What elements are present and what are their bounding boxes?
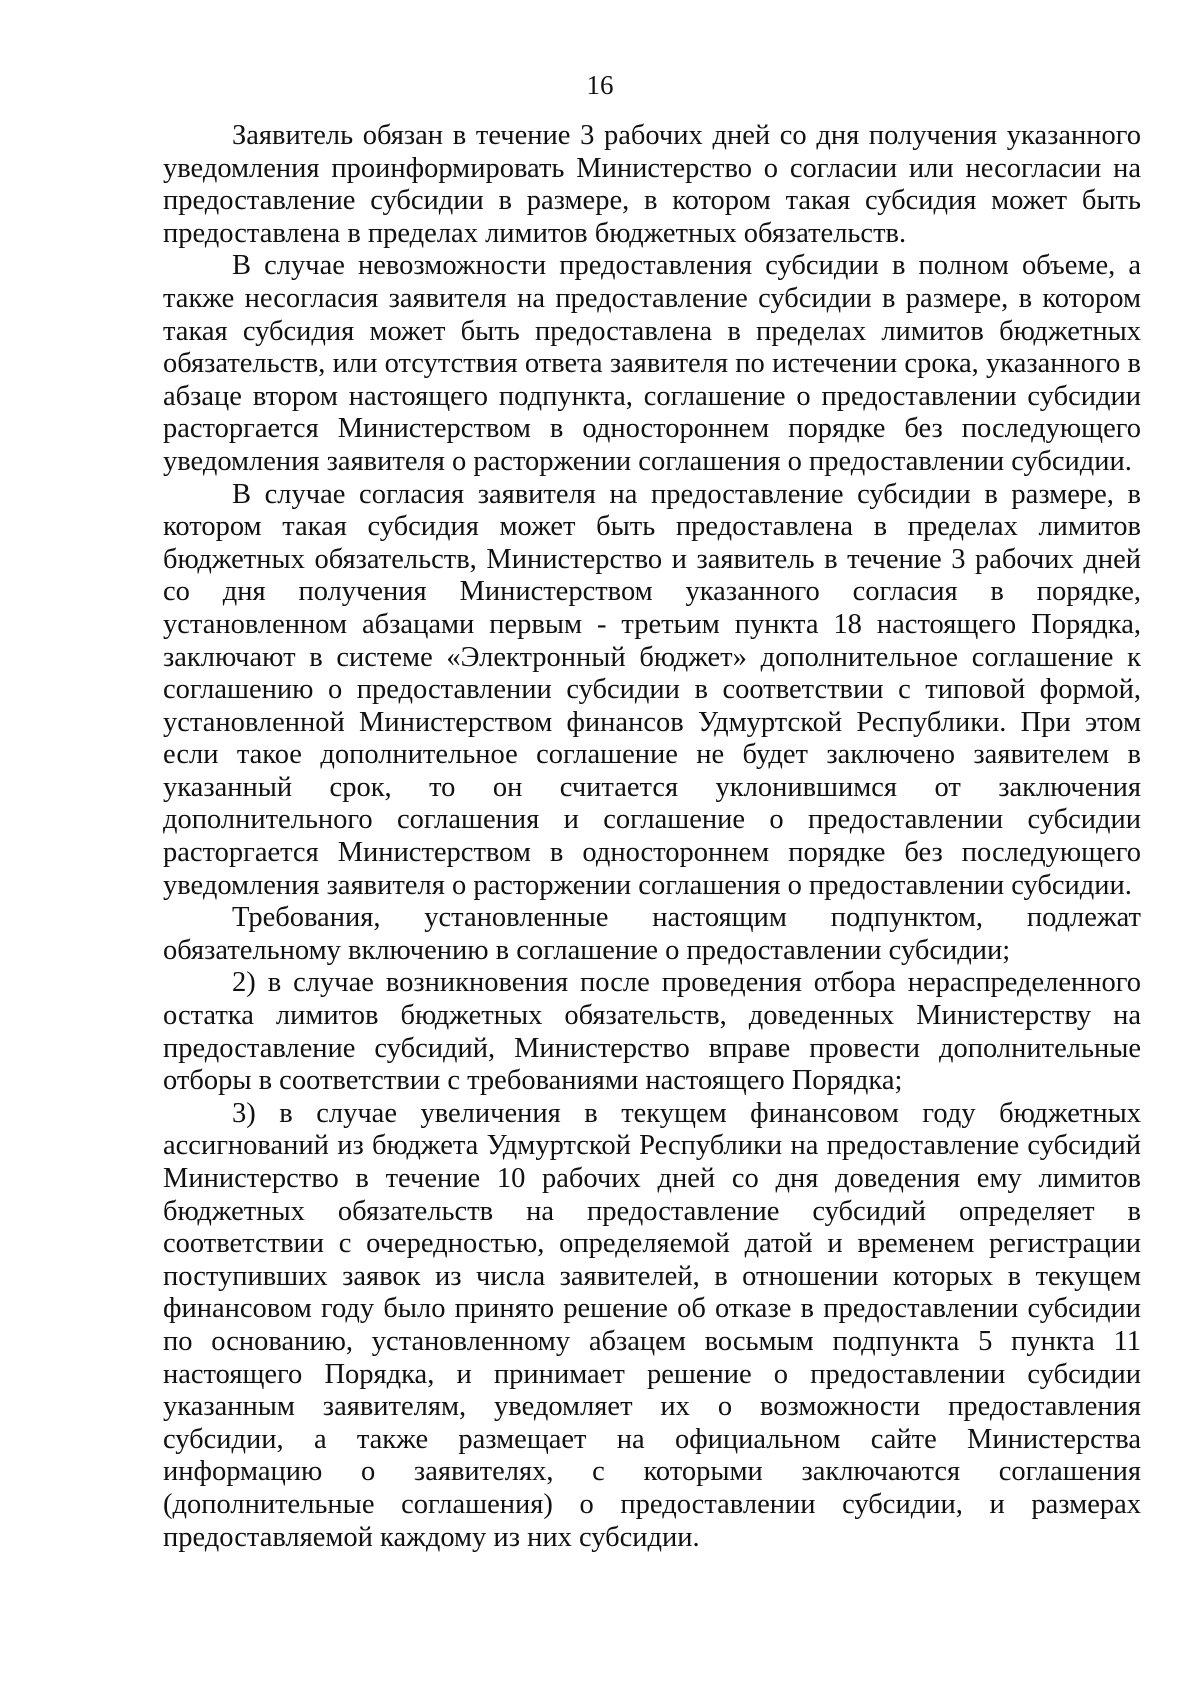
page-number: 16 <box>586 70 614 100</box>
paragraph-consent-case: В случае согласия заявителя на предоставление субсидии в размере, в котором такая субсидия может быть предоставлена в пределах лимитов бюджетных обязательств, Министерство и заявитель в течение 3 рабочих дней со дня получения Министерством указанного согласия в порядке, установленном абзацами первым - третьим пункта 18 настоящего Порядка, заключают в системе «Электронный бюджет» дополнительное соглашение к соглашению о предоставлении субсидии в соответствии с типовой формой, установленной Министерством финансов Удмуртской Республики. При этом если такое дополнительное соглашение не будет заключено заявителем в указанный срок, то он считается уклонившимся от заключения дополнительного соглашения и соглашение о предоставлении субсидии расторгается Министерством в одностороннем порядке без последующего уведомления заявителя о расторжении соглашения о предоставлении субсидии. <box>163 478 1141 901</box>
paragraph-item-2: 2) в случае возникновения после проведения отбора нераспределенного остатка лимитов бюджетных обязательств, доведенных Министерству на предоставление субсидий, Министерство вправе провести дополнительные отборы в соответствии с требованиями настоящего Порядка; <box>163 967 1141 1097</box>
paragraph-applicant-obligation: Заявитель обязан в течение 3 рабочих дней со дня получения указанного уведомления проинформировать Министерство о согласии или несогласии на предоставление субсидии в размере, в котором такая субсидия может быть предоставлена в пределах лимитов бюджетных обязательств. <box>163 120 1141 249</box>
paragraph-item-3: 3) в случае увеличения в текущем финансовом году бюджетных ассигнований из бюджета Удмуртской Республики на предоставление субсидий Министерство в течение 10 рабочих дней со дня доведения ему лимитов бюджетных обязательств на предоставление субсидий определяет в соответствии с очередностью, определяемой датой и временем регистрации поступивших заявок из числа заявителей, в отношении которых в текущем финансовом году было принято решение об отказе в предоставлении субсидии по основанию, установленному абзацем восьмым подпункта 5 пункта 11 настоящего Порядка, и принимает решение о предоставлении субсидии указанным заявителям, уведомляет их о возможности предоставления субсидии, а также размещает на официальном сайте Министерства информацию о заявителях, с которыми заключаются соглашения (дополнительные соглашения) о предоставлении субсидии, и размерах предоставляемой каждому из них субсидии. <box>163 1097 1141 1553</box>
paragraph-requirements: Требования, установленные настоящим подпунктом, подлежат обязательному включению в соглашение о предоставлении субсидии; <box>163 902 1141 966</box>
document-body <box>163 120 1141 1554</box>
paragraph-impossibility-case: В случае невозможности предоставления субсидии в полном объеме, а также несогласия заявителя на предоставление субсидии в размере, в котором такая субсидия может быть предоставлена в пределах лимитов бюджетных обязательств, или отсутствия ответа заявителя по истечении срока, указанного в абзаце втором настоящего подпункта, соглашение о предоставлении субсидии расторгается Министерством в одностороннем порядке без последующего уведомления заявителя о расторжении соглашения о предоставлении субсидии. <box>163 250 1141 477</box>
